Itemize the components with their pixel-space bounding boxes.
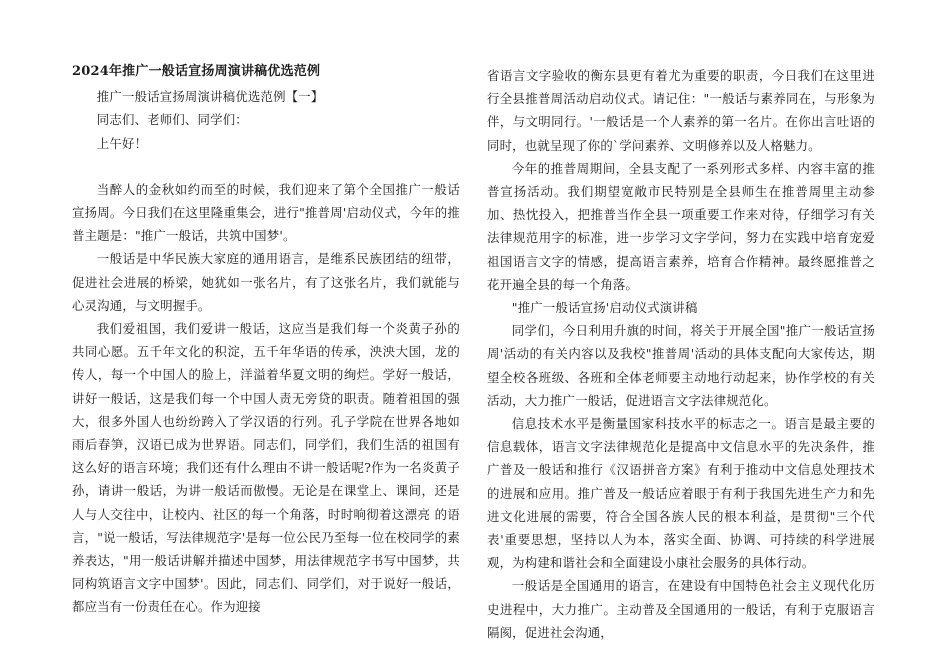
- paragraph: 信息技术水平是衡量国家科技水平的标志之一。语言是最主要的信息载体，语言文字法律规范化是提高中文信息水平的先决条件，推广普及一般话和推行《汉语拼音方案》有利于推动中文信息处理技术的进展和应用。推广普及一般话应着眼于有利于我国先进生产力和先进文化进展的需要，符合全国各族人民的根本利益，是贯彻"三个代表'重要思想，坚持以人为本，落实全面、协调、可持续的科学进展观，为构建和谐社会和全面建设小康社会服务的具体行动。: [487, 416, 875, 571]
- right-column: [487, 64, 875, 644]
- paragraph: 同学们，今日利用升旗的时间，将关于开展全国"推广一般话宣扬周'活动的有关内容以及我校"推普周'活动的具体支配向大家传达，期望全校各班级、各班和全体老师要主动地行动起来，协作学校的有关活动，大力推广一般话，促进语言文字法律规范化。: [487, 323, 875, 408]
- document-title: 2024年推广一般话宣扬周演讲稿优选范例: [72, 64, 321, 79]
- paragraph-continued: 省语言文字验收的衡东县更有着尤为重要的职责，今日我们在这里进行全县推普周活动启动仪式。请记住："一般话与素养同在，与形象为伴，与文明同行。'一般话是一个人素养的第一名片。在你出言吐语的同时，也就呈现了你的`学问素养、文明修养以及人格魅力。: [487, 68, 875, 153]
- section-heading: 推广一般话宣扬周演讲稿优选范例【一】: [96, 89, 324, 105]
- greeting: 上午好！: [96, 135, 148, 151]
- paragraph: 一般话是全国通用的语言，在建设有中国特色社会主义现代化历史进程中，大力推广。主动普及全国通用的一般话，有利于克服语言隔阂，促进社会沟通，: [487, 578, 875, 640]
- salutation: 同志们、老师们、同学们：: [96, 112, 248, 128]
- paragraph: 当醉人的金秋如约而至的时候，我们迎来了第个全国推广一般话宣扬周。今日我们在这里隆重集会，进行"推普周'启动仪式，今年的推普主题是："推广一般话，共筑中国梦'。: [72, 181, 460, 244]
- section-heading: "推广一般话宣扬'启动仪式演讲稿: [511, 300, 698, 316]
- paragraph: 我们爱祖国，我们爱讲一般话，这应当是我们每一个炎黄子孙的共同心愿。五千年文化的积淀，五千年华语的传承，泱泱大国，龙的传人，每一个中国人的脸上，洋溢着华夏文明的绚烂。学好一般话，讲好一般话，这是我们每一个中国人责无旁贷的职责。随着祖国的强大，很多外国人也纷纷跨入了学汉语的行列。孔子学院在世界各地如雨后春笋，汉语已成为世界语。同志们，同学们，我们生活的祖国有这么好的语言环境；我们还有什么理由不讲一般话呢?作为一名炎黄子孙，请讲一般话，为讲一般话而傲慢。无论是在课堂上、课间，还是人与人交往中，让校内、社区的每一个角落，时时响彻着这漂亮 的语言，"说一般话，写法律规范字'是每一位公民乃至每一位在校同学的素养表达，"用一般话讲解并描述中国梦，用法律规范字书写中国梦，共同构筑语言文字中国梦'。因此，同志们、同学们，对于说好一般话，都应当有一份责任在心。作为迎接: [72, 321, 460, 615]
- left-column: [72, 60, 460, 619]
- paragraph: 今年的推普周期间，全县支配了一系列形式多样、内容丰富的推普宣扬活动。我们期望宽敞市民特别是全县师生在推普周里主动参加、热忱投入，把推普当作全县一项重要工作来对待，仔细学习有关法律规范用字的标准，进一步学习文字学问，努力在实践中培育宠爱祖国语言文字的情感，提高语言素养，培育合作精神。最终愿推普之花开遍全县的每一个角落。: [487, 160, 875, 292]
- blank-line: [72, 155, 460, 178]
- paragraph: 一般话是中华民族大家庭的通用语言，是维系民族团结的纽带，促进社会进展的桥梁，她犹如一张名片，有了这张名片，我们就能与心灵沟通，与文明握手。: [72, 251, 460, 313]
